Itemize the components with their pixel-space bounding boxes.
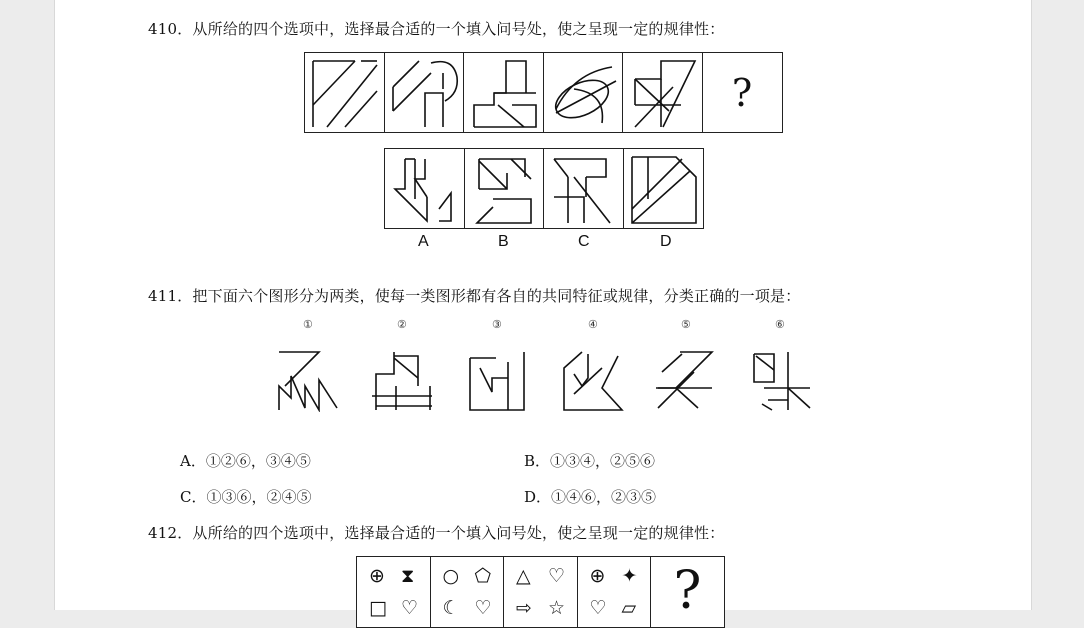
- q411-figure-4-number: ④: [588, 318, 598, 331]
- q411-figure-4: [560, 348, 624, 412]
- q410-option-c-label: C: [578, 233, 590, 250]
- q410-option-a-drawing: [385, 149, 464, 228]
- four-point-star-icon: ✦: [621, 565, 638, 587]
- q411-figure-6: [748, 348, 814, 412]
- q412-question-mark: ?: [673, 561, 702, 621]
- q412-question-cell: [650, 556, 725, 628]
- q411-figure-1-number: ①: [303, 318, 313, 331]
- q410-figure-2-drawing: [385, 53, 464, 132]
- q410-option-a-label: A: [418, 233, 429, 250]
- q411-figure-6-number: ⑥: [775, 318, 785, 331]
- q411-figure-2-number: ②: [397, 318, 407, 331]
- q411-answer-d[interactable]: D．①④⑥，②③⑤: [524, 488, 657, 506]
- q412-cell-2: [430, 556, 505, 628]
- pentagon-icon: ⬠: [474, 565, 492, 587]
- question-410-title: 410．从所给的四个选项中，选择最合适的一个填入问号处，使之呈现一定的规律性：: [148, 20, 725, 38]
- q410-option-d[interactable]: [623, 148, 704, 229]
- q411-answer-b[interactable]: B．①③④，②⑤⑥: [524, 452, 656, 470]
- q410-options-row: [384, 148, 704, 229]
- heart-icon: ♡: [589, 597, 607, 619]
- q410-figure-5-drawing: [623, 53, 702, 132]
- q410-figure-2: [384, 52, 465, 133]
- q411-figure-2: [370, 348, 436, 412]
- star-icon: ☆: [548, 597, 566, 619]
- q411-figure-5-number: ⑤: [681, 318, 691, 331]
- q410-option-b[interactable]: [464, 148, 545, 229]
- q411-answer-c[interactable]: C．①③⑥，②④⑤: [180, 488, 312, 506]
- q410-figure-3: [463, 52, 544, 133]
- arrow-right-icon: ⇨: [516, 597, 532, 619]
- q410-question-mark: ?: [731, 70, 753, 115]
- q410-sequence-row: [304, 52, 783, 133]
- q410-figure-1: [304, 52, 385, 133]
- hourglass-icon: ⧗: [401, 565, 415, 587]
- q410-figure-1-drawing: [305, 53, 384, 132]
- q411-figure-3-number: ③: [492, 318, 502, 331]
- q410-option-b-drawing: [465, 149, 544, 228]
- circle-plus-icon: ⊕: [589, 565, 606, 587]
- question-411-title: 411．把下面六个图形分为两类，使每一类图形都有各自的共同特征或规律，分类正确的一项是：: [148, 287, 801, 305]
- q412-cell-3: [503, 556, 578, 628]
- heart-icon: ♡: [474, 597, 492, 619]
- crescent-moon-icon: ☾: [442, 597, 460, 619]
- circle-plus-icon: ⊕: [369, 565, 385, 587]
- q410-figure-5: [622, 52, 703, 133]
- flag-shape-icon: ▱: [621, 597, 637, 619]
- q411-answer-a[interactable]: A．①②⑥，③④⑤: [180, 452, 311, 470]
- q410-option-d-label: D: [660, 233, 672, 250]
- q411-figure-1: [275, 346, 341, 412]
- triangle-icon: △: [516, 565, 531, 587]
- q410-option-a[interactable]: [384, 148, 465, 229]
- q410-figure-4-drawing: [544, 53, 623, 132]
- q411-figure-3: [466, 348, 528, 412]
- circle-icon: ○: [442, 565, 460, 587]
- heart-icon: ♡: [548, 565, 566, 587]
- square-icon: □: [369, 597, 387, 619]
- q412-cell-4: [577, 556, 652, 628]
- q410-option-c-drawing: [544, 149, 623, 228]
- q410-option-d-drawing: [624, 149, 703, 228]
- question-412-title: 412．从所给的四个选项中，选择最合适的一个填入问号处，使之呈现一定的规律性：: [148, 524, 725, 542]
- q412-sequence-row: [356, 556, 725, 628]
- q410-option-c[interactable]: [543, 148, 624, 229]
- q410-figure-4: [543, 52, 624, 133]
- q410-question-cell: [702, 52, 783, 133]
- heart-icon: ♡: [401, 597, 419, 619]
- q411-figure-5: [654, 348, 718, 412]
- q410-figure-3-drawing: [464, 53, 543, 132]
- q410-option-b-label: B: [498, 233, 509, 250]
- q412-cell-1: [356, 556, 431, 628]
